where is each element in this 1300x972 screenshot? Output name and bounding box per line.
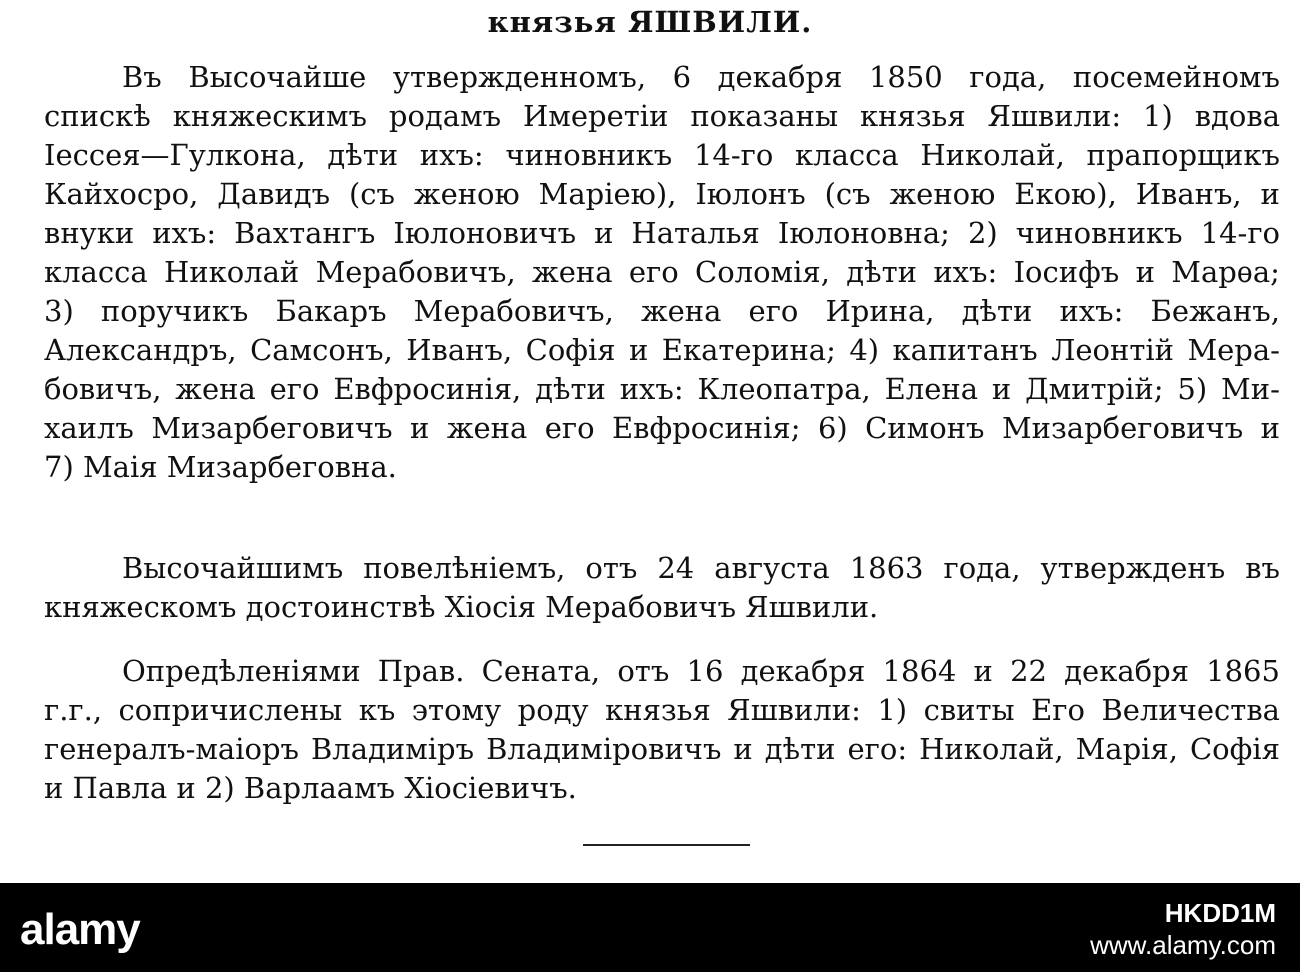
word: 3) — [44, 294, 74, 328]
word: 6) — [817, 411, 848, 445]
text-line — [44, 549, 1280, 588]
word: Евфросинія, — [333, 372, 522, 406]
word: Бакаръ — [275, 294, 387, 328]
word: дѣти — [846, 255, 917, 289]
word: класса — [795, 138, 899, 172]
text-line — [44, 588, 1280, 627]
word: Его — [1031, 693, 1085, 727]
word: года, — [969, 60, 1047, 94]
word: 1) — [877, 693, 908, 727]
word: его — [628, 255, 679, 289]
word: Опредѣленіями — [122, 654, 361, 688]
word: Николай, — [919, 732, 1064, 766]
word: къ — [358, 693, 396, 727]
word: утвержденъ — [1040, 551, 1226, 585]
word: Мерабовичъ, — [413, 294, 614, 328]
word: Высочайше — [188, 60, 367, 94]
text-line — [44, 370, 1280, 409]
word: и — [594, 216, 614, 250]
watermark-meta — [1090, 897, 1276, 961]
word: прапорщикъ — [1086, 138, 1280, 172]
word: Іюлонъ — [695, 177, 806, 211]
word: 14-го — [1200, 216, 1280, 250]
word: и — [973, 654, 993, 688]
text-line — [44, 97, 1280, 136]
word: Мизарбеговичъ — [151, 411, 393, 445]
word: Евфросинія; — [612, 411, 801, 445]
word: 1864 — [882, 654, 957, 688]
word: сопричислены — [118, 693, 343, 727]
word: декабря — [740, 654, 866, 688]
word: бовичъ, — [44, 372, 162, 406]
word: Николай — [163, 255, 300, 289]
word: 1865 — [1206, 654, 1280, 688]
word: ихъ: — [1059, 294, 1124, 328]
word: дѣти — [764, 732, 836, 766]
word: женою — [889, 177, 996, 211]
alamy-logo: alamy — [20, 905, 140, 954]
word: Въ — [122, 60, 162, 94]
word: роду — [517, 693, 589, 727]
word: князья — [605, 693, 711, 727]
word: чиновникъ — [505, 138, 673, 172]
paragraph-3 — [44, 652, 1280, 808]
word: капитанъ — [892, 333, 1038, 367]
word: его: — [847, 732, 908, 766]
word: и — [410, 411, 430, 445]
word: Марія, — [1075, 732, 1178, 766]
word: и — [733, 732, 753, 766]
word: отъ — [617, 654, 670, 688]
word: и — [176, 771, 205, 805]
text-line — [44, 214, 1280, 253]
word: Мизарбеговна. — [166, 450, 397, 484]
word: жена — [640, 294, 722, 328]
text-line — [44, 331, 1280, 370]
word: дѣти — [327, 138, 399, 172]
text-line — [44, 253, 1280, 292]
word: Соломія, — [695, 255, 830, 289]
text-line — [44, 652, 1280, 691]
word: декабря — [1064, 654, 1189, 688]
word: Мерабовичъ — [545, 590, 746, 624]
word: Владиміръ — [310, 732, 475, 766]
word: Іосифъ — [1013, 255, 1120, 289]
word: Іюлоновна; — [777, 216, 950, 250]
word: и — [629, 333, 649, 367]
word: г.г., — [44, 693, 103, 727]
word: 2) — [967, 216, 998, 250]
word: князья — [859, 99, 966, 133]
word: Мера- — [1187, 333, 1280, 367]
text-line — [44, 409, 1280, 448]
word: Высочайшимъ — [122, 551, 344, 585]
word: 2) — [204, 771, 244, 805]
word: дѣти — [535, 372, 606, 406]
word: 1850 — [868, 60, 943, 94]
word: и — [991, 372, 1012, 406]
text-line — [44, 769, 1280, 808]
word: этому — [411, 693, 502, 727]
text-line — [44, 448, 1280, 487]
word: Мерабовичъ, — [315, 255, 516, 289]
word: ихъ: — [419, 138, 484, 172]
word: 4) — [849, 333, 880, 367]
word: жена — [532, 255, 613, 289]
word: женою — [413, 177, 520, 211]
paragraph-2 — [44, 549, 1280, 627]
word: Павла — [72, 771, 177, 805]
word: жена — [446, 411, 528, 445]
text-line — [44, 175, 1280, 214]
text-line — [44, 136, 1280, 175]
word: Наталья — [631, 216, 760, 250]
word: его — [269, 372, 320, 406]
word: родамъ — [388, 99, 502, 133]
word: Яшвили. — [745, 590, 879, 624]
word: Мизарбеговичъ — [1001, 411, 1244, 445]
word: августа — [714, 551, 830, 585]
word: Имеретіи — [523, 99, 669, 133]
text-line — [44, 691, 1280, 730]
word: 1863 — [849, 551, 924, 585]
word: внуки — [44, 216, 135, 250]
word: 6 — [672, 60, 692, 94]
word: поручикъ — [100, 294, 249, 328]
word: и — [1260, 177, 1280, 211]
word: Бежанъ, — [1150, 294, 1280, 328]
word: ихъ: — [619, 372, 684, 406]
word: Владиміровичъ — [486, 732, 722, 766]
text-line — [44, 58, 1280, 97]
word: Марѳа; — [1171, 255, 1280, 289]
word: и — [1135, 255, 1155, 289]
word: декабря — [717, 60, 843, 94]
word: Иванъ, — [1135, 177, 1242, 211]
word: 24 — [657, 551, 695, 585]
word: Прав. — [377, 654, 465, 688]
word: 1) — [1143, 99, 1173, 133]
word: показаны — [690, 99, 839, 133]
word: Александръ, — [44, 333, 237, 367]
word: дѣти — [961, 294, 1033, 328]
word: отъ — [585, 551, 638, 585]
word: ихъ: — [933, 255, 998, 289]
word: Леонтій — [1051, 333, 1174, 367]
word: хаилъ — [44, 411, 134, 445]
word: повелѣніемъ, — [363, 551, 566, 585]
site-url: www.alamy.com — [1090, 930, 1276, 960]
word: года, — [943, 551, 1021, 585]
word: Варлаамъ — [243, 771, 405, 805]
word: и — [44, 771, 73, 805]
word: княжескомъ — [44, 590, 246, 624]
word: Сената, — [481, 654, 601, 688]
word: 14-го — [693, 138, 774, 172]
word: Самсонъ, — [250, 333, 393, 367]
word: достоинствѣ — [245, 590, 445, 624]
document-title: князья ЯШВИЛИ. — [487, 5, 813, 39]
text-line — [44, 730, 1280, 769]
word: Яшвили: — [727, 693, 861, 727]
word: Хіосіевичъ. — [404, 771, 577, 805]
watermark-bar — [0, 883, 1300, 972]
closing-rule — [583, 844, 750, 846]
word: Иванъ, — [406, 333, 513, 367]
word: Софія — [1189, 732, 1280, 766]
word: класса — [44, 255, 148, 289]
word: чиновникъ — [1015, 216, 1183, 250]
word: утвержденномъ, — [392, 60, 647, 94]
word: Екатерина; — [661, 333, 836, 367]
word: Кайхосро, — [44, 177, 199, 211]
word: ихъ: — [152, 216, 217, 250]
word: Елена — [884, 372, 978, 406]
text-line — [44, 292, 1280, 331]
word: Маріею), — [538, 177, 677, 211]
word: посемейномъ — [1072, 60, 1280, 94]
word: Давидъ — [217, 177, 331, 211]
word: генералъ-маіоръ — [44, 732, 299, 766]
word: 7) — [44, 450, 83, 484]
word: вдова — [1194, 99, 1280, 133]
word: жена — [175, 372, 256, 406]
word: Величества — [1101, 693, 1280, 727]
word: Маія — [82, 450, 167, 484]
word: 5) — [1177, 372, 1208, 406]
image-id: HKDD1M — [1164, 898, 1276, 928]
word: (съ — [824, 177, 871, 211]
word: его — [544, 411, 595, 445]
word: княжескимъ — [172, 99, 367, 133]
word: Клеопатра, — [697, 372, 871, 406]
word: спискѣ — [44, 99, 151, 133]
word: 16 — [686, 654, 724, 688]
word: и — [1260, 411, 1280, 445]
word: Николай, — [920, 138, 1065, 172]
word: Софія — [525, 333, 616, 367]
word: въ — [1245, 551, 1280, 585]
word: (съ — [348, 177, 395, 211]
word: Іюлоновичъ — [393, 216, 577, 250]
word: Яшвили: — [987, 99, 1122, 133]
word: Ми- — [1221, 372, 1280, 406]
word: свиты — [923, 693, 1015, 727]
word: Екою), — [1014, 177, 1117, 211]
word: Ирина, — [825, 294, 935, 328]
word: Дмитрій; — [1025, 372, 1164, 406]
word: 22 — [1010, 654, 1047, 688]
word: Вахтангъ — [234, 216, 376, 250]
word: Іессея—Гулкона, — [44, 138, 306, 172]
paragraph-1 — [44, 58, 1280, 487]
word: Хіосія — [444, 590, 546, 624]
word: его — [748, 294, 799, 328]
word: Симонъ — [865, 411, 985, 445]
